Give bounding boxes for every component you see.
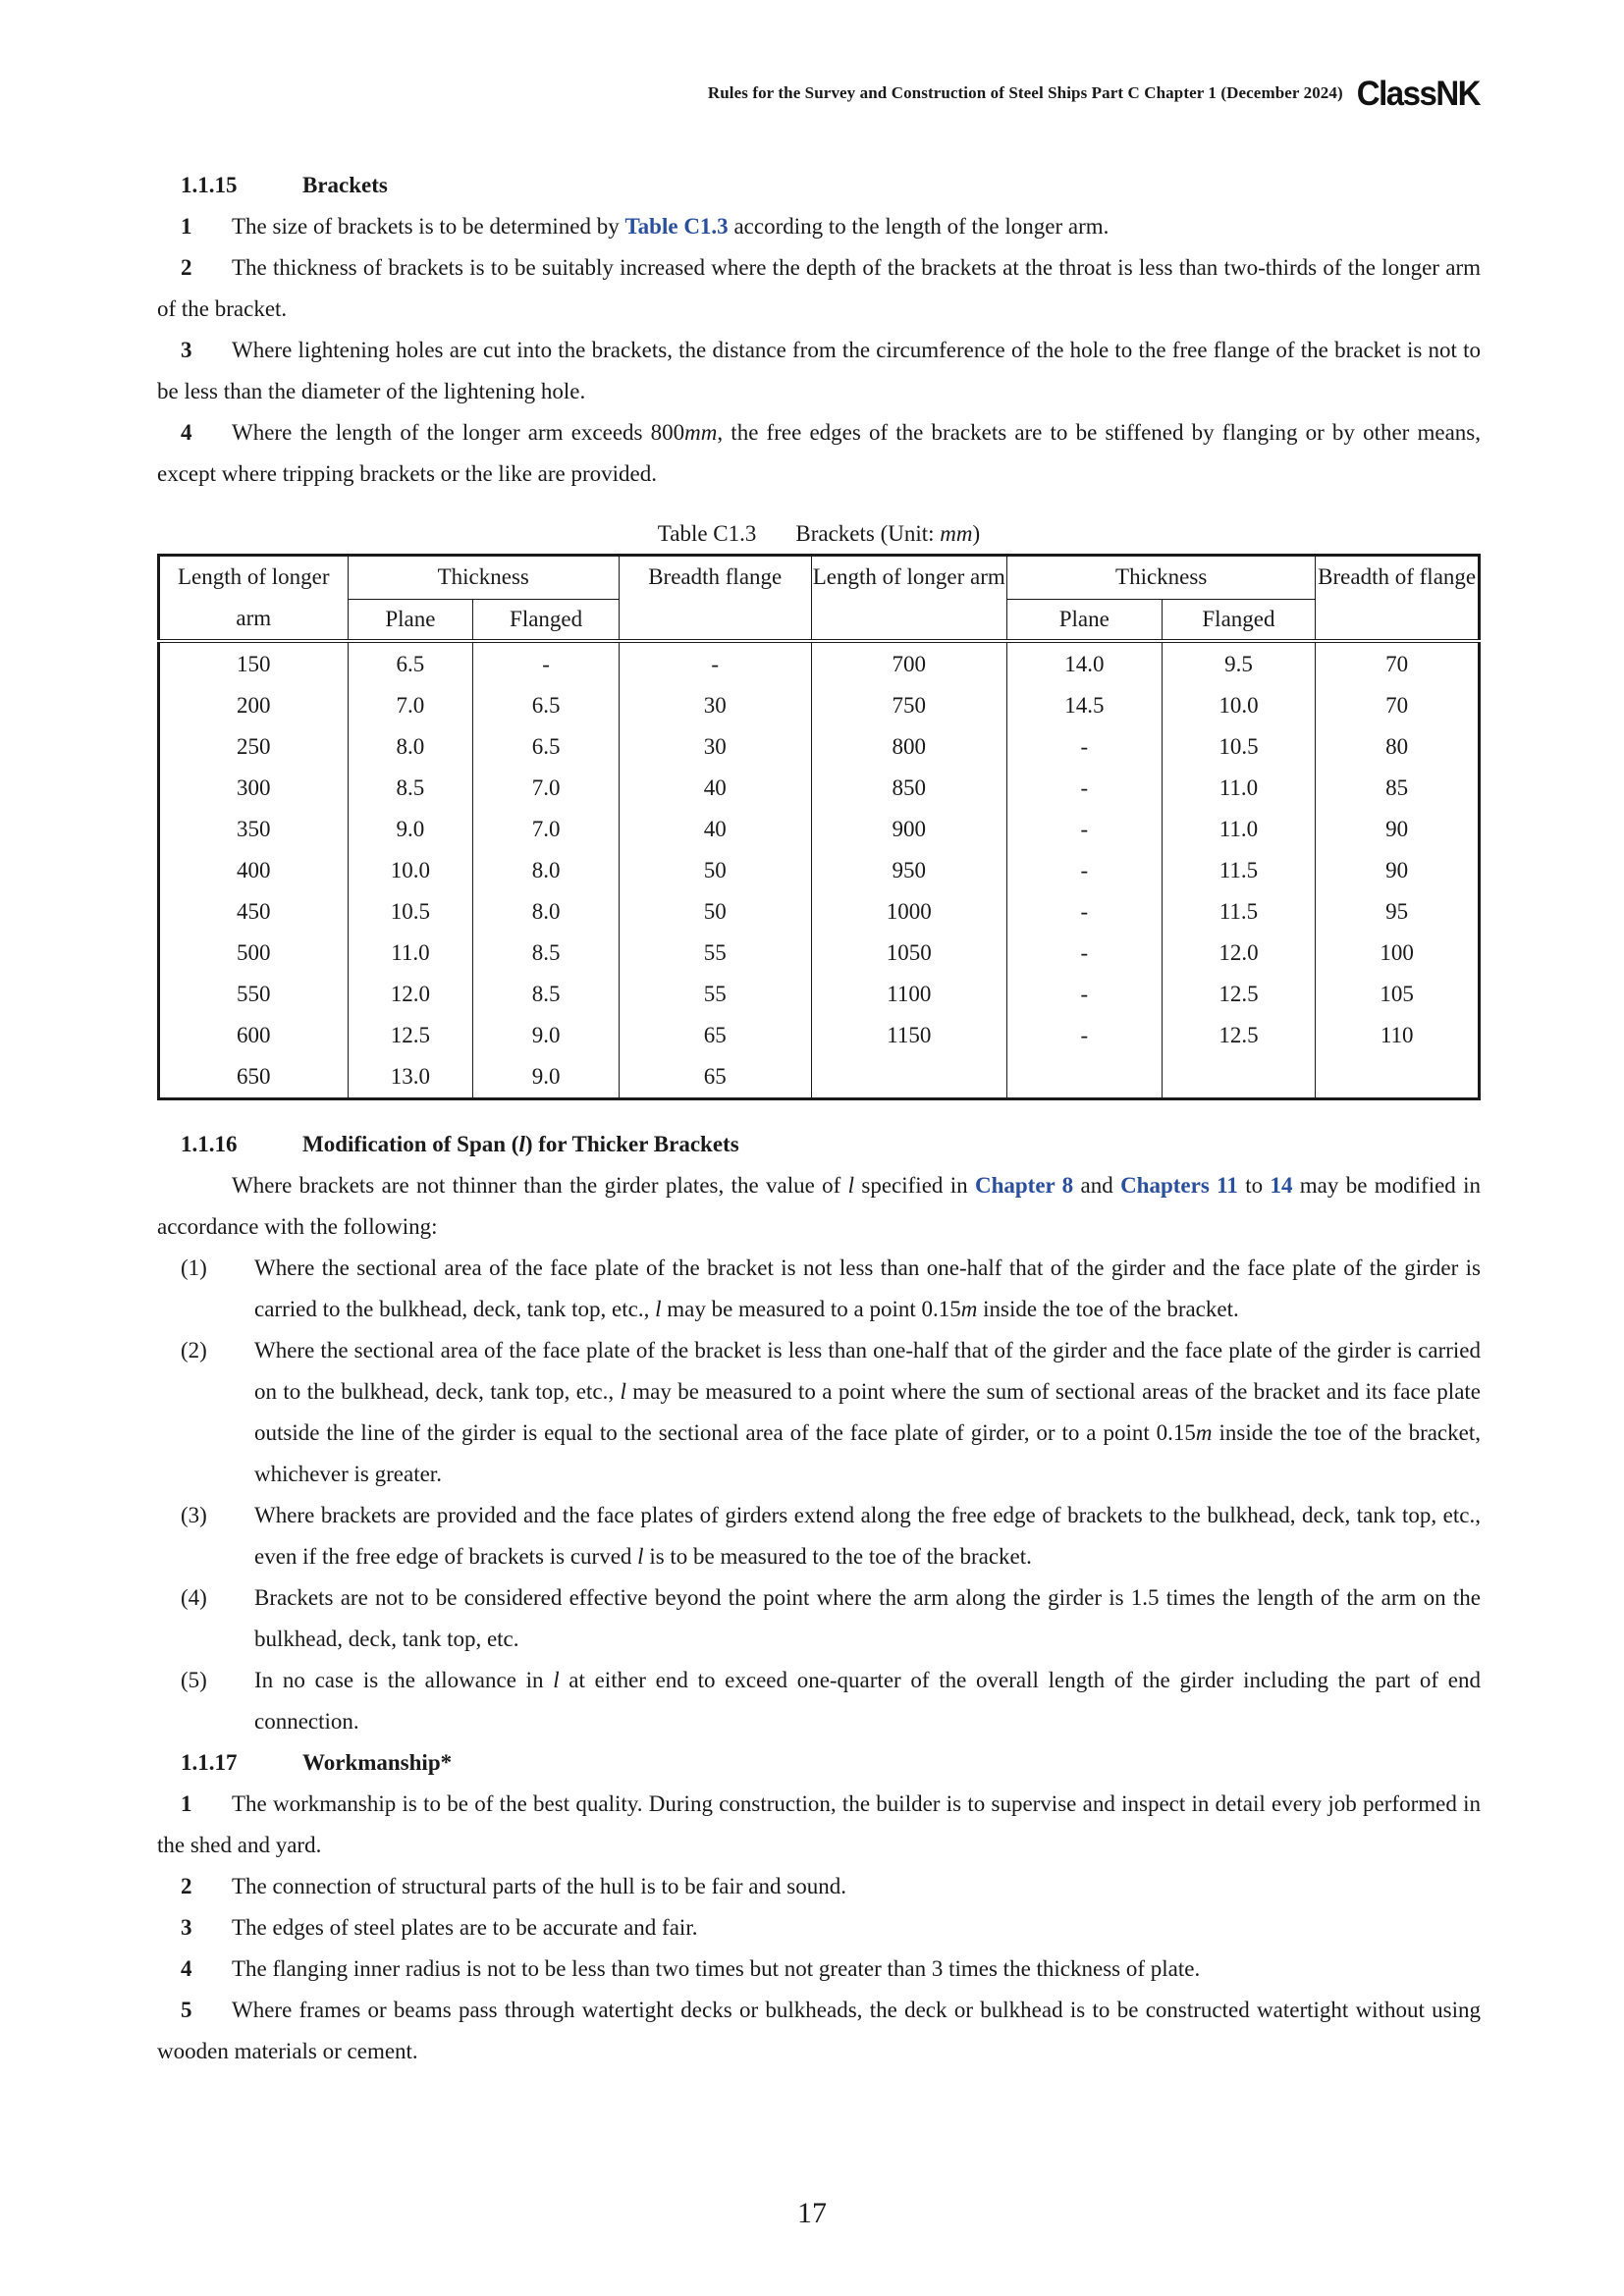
chapter-14-link[interactable]: 14	[1270, 1173, 1293, 1198]
paragraph-number: 3	[181, 1915, 192, 1940]
paragraph-text: according to the length of the longer arm.	[728, 214, 1110, 239]
list-text: Brackets are not to be considered effective beyond the point where the arm along the girder is 1.5 times the length of the arm on the bulkhead, deck, tank top, etc.	[254, 1585, 1481, 1651]
table-cell: 10.5	[348, 891, 473, 933]
table-cell: 1000	[811, 891, 1007, 933]
table-cell: 650	[237, 1064, 271, 1089]
table-cell: 400	[237, 858, 271, 882]
table-cell: 300	[237, 775, 271, 800]
list-text: Where the sectional area of the face plate of the bracket is not less than one-half that of the girder and the face plate of the girder is carried to the bulkhead, deck, tank top, etc.,	[254, 1255, 1481, 1321]
paragraph-text: Where lightening holes are cut into the brackets, the distance from the circumference of the hole to the free flange of the bracket is not to be less than the diameter of the lightening hole.	[157, 338, 1481, 403]
table-cell: 50	[619, 850, 811, 891]
section-heading-1-1-17	[157, 1742, 1481, 1784]
table-row	[159, 850, 1480, 891]
table-cell: 12.0	[1162, 933, 1316, 974]
table-caption-close: )	[972, 521, 981, 546]
paragraph-4	[157, 412, 1481, 495]
page-number: 17	[797, 2197, 827, 2229]
table-caption-title: Brackets (Unit:	[795, 521, 941, 546]
list-text: may be measured to a point 0.15	[661, 1297, 961, 1321]
list-text: inside the toe of the bracket.	[977, 1297, 1239, 1321]
table-cell: 1150	[811, 1015, 1007, 1056]
list-text: at either end to exceed one-quarter of the overall length of the girder including the part of end connection.	[254, 1668, 1481, 1734]
var-l: l	[637, 1544, 644, 1569]
table-cell: 8.0	[348, 726, 473, 768]
paragraph-text: , the free edges of the brackets are to be stiffened by flanging or by other means, except where tripping brackets or the like are provided.	[157, 420, 1481, 486]
header-breadth-flange: Breadth flange	[619, 556, 811, 642]
table-cell: 30	[619, 726, 811, 768]
table-caption-unit: mm	[940, 521, 973, 546]
classnk-logo: ClassNK	[1356, 73, 1480, 113]
table-cell: 950	[811, 850, 1007, 891]
table-row	[159, 933, 1480, 974]
chapters-11-link[interactable]: Chapters 11	[1120, 1173, 1238, 1198]
table-cell: 850	[811, 768, 1007, 809]
table-row	[159, 1056, 1480, 1099]
table-cell: 70	[1316, 685, 1480, 726]
table-row	[159, 974, 1480, 1015]
table-cell: 7.0	[348, 685, 473, 726]
list-item	[181, 1330, 1481, 1495]
table-cell: 150	[237, 652, 271, 676]
list-text: In no case is the allowance in	[254, 1668, 554, 1692]
list-item	[181, 1660, 1481, 1742]
table-cell: 80	[1316, 726, 1480, 768]
table-cell: 90	[1316, 809, 1480, 850]
section-heading-1-1-16	[157, 1124, 1481, 1165]
table-cell: -	[619, 641, 811, 685]
paragraph-text: Where frames or beams pass through watertight decks or bulkheads, the deck or bulkhead is to be constructed watertight without using wooden materials or cement.	[157, 1998, 1481, 2063]
table-cell: 250	[237, 734, 271, 759]
header-breadth-of-flange: Breadth of flange	[1316, 556, 1480, 642]
table-cell: 11.5	[1162, 891, 1316, 933]
list-text: Where brackets are provided and the face plates of girders extend along the free edge of brackets to the bulkhead, deck, tank top, etc., even if the free edge of brackets is curved	[254, 1503, 1481, 1569]
table-row	[159, 1015, 1480, 1056]
intro-paragraph	[157, 1165, 1481, 1248]
var-l: l	[620, 1379, 626, 1404]
paragraph-text: Where brackets are not thinner than the girder plates, the value of	[232, 1173, 848, 1198]
list-item	[181, 1577, 1481, 1660]
list-text: is to be measured to the toe of the bracket.	[643, 1544, 1032, 1569]
list-item	[181, 1495, 1481, 1577]
paragraph-2	[157, 1866, 1481, 1907]
table-cell: 6.5	[348, 641, 473, 685]
section-title: Modification of Span (	[302, 1132, 519, 1156]
header-length-longer-arm: Length of longer arm	[159, 556, 349, 642]
table-cell: 10.5	[1162, 726, 1316, 768]
list-label: (1)	[181, 1255, 207, 1280]
running-header	[708, 75, 1480, 112]
paragraph-text: to	[1237, 1173, 1271, 1198]
list-text: inside the toe of the bracket, whichever is greater.	[254, 1420, 1481, 1486]
table-cell: 800	[811, 726, 1007, 768]
paragraph-text: specified in	[854, 1173, 975, 1198]
table-cell: 200	[237, 693, 271, 718]
table-cell: 12.5	[1162, 1015, 1316, 1056]
header-flanged-2: Flanged	[1162, 599, 1316, 641]
table-row	[159, 891, 1480, 933]
header-plane: Plane	[348, 599, 473, 641]
paragraph-text: may be modified in accordance with the following:	[157, 1173, 1482, 1239]
paragraph-text: The flanging inner radius is not to be less than two times but not greater than 3 times the thickness of plate.	[232, 1956, 1201, 1981]
paragraph-number: 3	[181, 338, 192, 362]
paragraph-3	[157, 1907, 1481, 1949]
var-l: l	[553, 1668, 560, 1692]
table-cell: 8.0	[473, 850, 620, 891]
table-cell: 55	[619, 933, 811, 974]
table-c1-3-link[interactable]: Table C1.3	[624, 214, 729, 239]
table-row	[159, 641, 1480, 685]
table-cell: 600	[237, 1023, 271, 1047]
table-cell: 10.0	[1162, 685, 1316, 726]
table-cell: 11.0	[1162, 809, 1316, 850]
section-title-var: l	[518, 1132, 525, 1156]
section-title: ) for Thicker Brackets	[524, 1132, 739, 1156]
table-cell: 11.0	[348, 933, 473, 974]
table-cell: 11.0	[1162, 768, 1316, 809]
var-l: l	[655, 1297, 662, 1321]
paragraph-number: 4	[181, 420, 192, 445]
table-cell: 12.0	[348, 974, 473, 1015]
table-cell: 8.5	[473, 974, 620, 1015]
list-text: Where the sectional area of the face plate of the bracket is less than one-half that of the girder and the face plate of the girder is carried on to the bulkhead, deck, tank top, etc.,	[254, 1338, 1481, 1404]
table-cell: 9.0	[473, 1015, 620, 1056]
paragraph-number: 1	[181, 1791, 192, 1816]
paragraph-number: 4	[181, 1956, 192, 1981]
table-row	[159, 768, 1480, 809]
section-title: Brackets	[302, 173, 388, 197]
table-cell: 100	[1316, 933, 1480, 974]
table-cell: -	[473, 641, 620, 685]
table-caption	[157, 514, 1481, 554]
unit-text: m	[960, 1297, 978, 1321]
table-cell: 9.0	[473, 1056, 620, 1099]
table-cell	[1162, 1056, 1316, 1099]
table-cell: 12.5	[1162, 974, 1316, 1015]
table-cell: 90	[1316, 850, 1480, 891]
paragraph-text: and	[1073, 1173, 1121, 1198]
chapter-8-link[interactable]: Chapter 8	[974, 1173, 1074, 1198]
table-cell: 1100	[811, 974, 1007, 1015]
table-cell: 40	[619, 809, 811, 850]
section-heading-1-1-15	[157, 165, 1481, 206]
table-cell: 7.0	[473, 809, 620, 850]
table-cell: 110	[1316, 1015, 1480, 1056]
table-cell: 30	[619, 685, 811, 726]
paragraph-number: 2	[181, 255, 192, 280]
section-number: 1.1.16	[181, 1132, 238, 1156]
paragraph-text: The connection of structural parts of the hull is to be fair and sound.	[232, 1874, 846, 1898]
table-cell: 40	[619, 768, 811, 809]
paragraph-5	[157, 1990, 1481, 2072]
table-row	[159, 685, 1480, 726]
paragraph-number: 1	[181, 214, 192, 239]
table-cell: 13.0	[348, 1056, 473, 1099]
table-row	[159, 809, 1480, 850]
table-cell	[1007, 1056, 1163, 1099]
paragraph-2	[157, 247, 1481, 330]
table-cell: 6.5	[473, 726, 620, 768]
unit-text: mm	[684, 420, 718, 445]
paragraph-number: 5	[181, 1998, 192, 2022]
table-cell: 11.5	[1162, 850, 1316, 891]
paragraph-text: The edges of steel plates are to be accurate and fair.	[232, 1915, 698, 1940]
table-cell: -	[1007, 974, 1163, 1015]
list-label: (4)	[181, 1585, 207, 1610]
table-cell: 500	[237, 940, 271, 965]
unit-text: m	[1195, 1420, 1213, 1445]
table-cell: -	[1007, 1015, 1163, 1056]
table-cell: 105	[1316, 974, 1480, 1015]
table-cell	[1316, 1056, 1480, 1099]
paragraph-text: The workmanship is to be of the best quality. During construction, the builder is to supervise and inspect in detail every job performed in the shed and yard.	[157, 1791, 1481, 1857]
table-cell: 8.0	[473, 891, 620, 933]
table-cell	[811, 1056, 1007, 1099]
table-cell: 9.5	[1162, 641, 1316, 685]
paragraph-text: The size of brackets is to be determined by	[232, 214, 625, 239]
list-item	[181, 1248, 1481, 1330]
table-cell: 70	[1316, 641, 1480, 685]
paragraph-text: Where the length of the longer arm exceeds 800	[232, 420, 685, 445]
paragraph-1	[157, 1784, 1481, 1866]
table-cell: 10.0	[348, 850, 473, 891]
table-cell: -	[1007, 768, 1163, 809]
paragraph-number: 2	[181, 1874, 192, 1898]
list-label: (5)	[181, 1668, 207, 1692]
brackets-table	[157, 554, 1481, 1100]
header-thickness-2: Thickness	[1007, 556, 1316, 600]
table-cell: 6.5	[473, 685, 620, 726]
table-cell: 7.0	[473, 768, 620, 809]
paragraph-text: The thickness of brackets is to be suitably increased where the depth of the brackets at the throat is less than two-thirds of the longer arm of the bracket.	[157, 255, 1481, 321]
header-thickness: Thickness	[348, 556, 619, 600]
table-row	[159, 726, 1480, 768]
table-cell: 750	[811, 685, 1007, 726]
header-length-longer-arm-2: Length of longer arm	[811, 556, 1007, 642]
table-cell: -	[1007, 891, 1163, 933]
table-cell: -	[1007, 726, 1163, 768]
table-cell: 65	[619, 1056, 811, 1099]
header-plane-2: Plane	[1007, 599, 1163, 641]
table-cell: 55	[619, 974, 811, 1015]
paragraph-3	[157, 330, 1481, 412]
table-cell: 900	[811, 809, 1007, 850]
table-cell: 8.5	[473, 933, 620, 974]
list-label: (2)	[181, 1338, 207, 1362]
table-cell: 350	[237, 817, 271, 841]
table-cell: 8.5	[348, 768, 473, 809]
section-number: 1.1.15	[181, 173, 238, 197]
table-cell: 12.5	[348, 1015, 473, 1056]
section-number: 1.1.17	[181, 1750, 238, 1775]
table-cell: 9.0	[348, 809, 473, 850]
table-cell: 14.5	[1007, 685, 1163, 726]
page-content	[157, 165, 1481, 2072]
header-flanged: Flanged	[473, 599, 620, 641]
table-cell: 50	[619, 891, 811, 933]
table-caption-id: Table C1.3	[657, 521, 757, 546]
table-cell: 550	[237, 982, 271, 1006]
paragraph-4	[157, 1949, 1481, 1990]
header-title: Rules for the Survey and Construction of Steel Ships Part C Chapter 1 (December 2024)	[707, 83, 1343, 102]
table-cell: 85	[1316, 768, 1480, 809]
table-cell: 450	[237, 899, 271, 924]
table-cell: 1050	[811, 933, 1007, 974]
list-text: may be measured to a point where the sum of sectional areas of the bracket and its face plate outside the line of the girder is equal to the sectional area of the face plate of girder, or to a point 0.15	[254, 1379, 1481, 1445]
var-l: l	[847, 1173, 855, 1198]
table-cell: 14.0	[1007, 641, 1163, 685]
table-cell: 65	[619, 1015, 811, 1056]
table-cell: 95	[1316, 891, 1480, 933]
table-cell: -	[1007, 809, 1163, 850]
table-cell: -	[1007, 850, 1163, 891]
table-cell: 700	[811, 641, 1007, 685]
list-label: (3)	[181, 1503, 207, 1527]
table-cell: -	[1007, 933, 1163, 974]
section-title: Workmanship*	[302, 1750, 453, 1775]
paragraph-1	[157, 206, 1481, 247]
